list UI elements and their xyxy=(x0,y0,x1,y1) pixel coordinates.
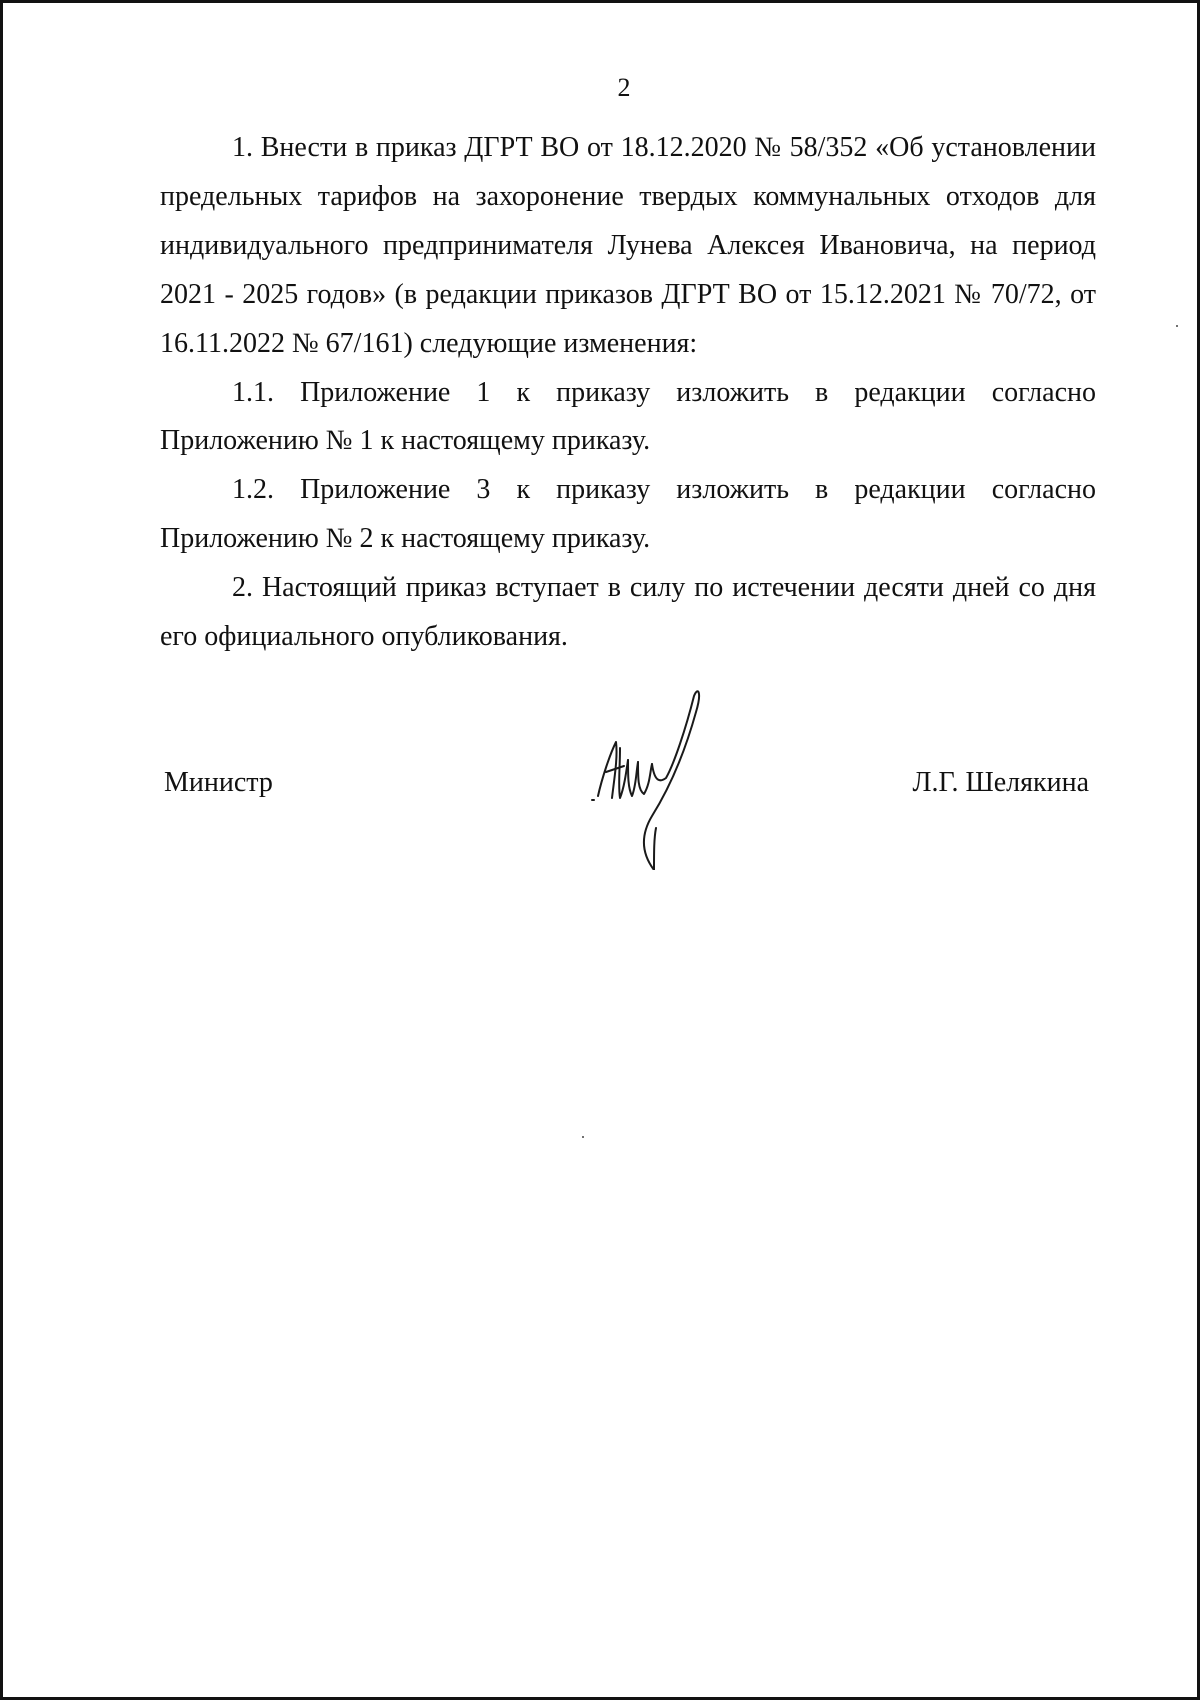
signer-name: Л.Г. Шелякина xyxy=(912,767,1089,798)
scan-speck xyxy=(1176,325,1178,327)
paragraph-1-1: 1.1. Приложение 1 к приказу изложить в редакции согласно Приложению № 1 к настоящему приказу. xyxy=(160,376,1096,457)
handwritten-signature xyxy=(588,688,718,870)
document-body xyxy=(160,124,1096,662)
paragraph-1: 1. Внести в приказ ДГРТ ВО от 18.12.2020 № 58/352 «Об установлении предельных тарифов на захоронение твердых коммунальных отходов для индивидуального предпринимателя Лунева Алексея Ивановича, на период 2021 - 2025 годов» (в редакции приказов ДГРТ ВО от 15.12.2021 № 70/72, от 16.11.2022 № 67/161) следующие изменения: xyxy=(160,132,1096,359)
paragraph-2: 2. Настоящий приказ вступает в силу по истечении десяти дней со дня его официального опубликования. xyxy=(160,572,1096,653)
signer-position: Министр xyxy=(164,767,273,798)
paragraph-1-2: 1.2. Приложение 3 к приказу изложить в редакции согласно Приложению № 2 к настоящему приказу. xyxy=(160,474,1096,555)
page-number: 2 xyxy=(617,73,631,102)
scan-speck xyxy=(582,1136,584,1138)
